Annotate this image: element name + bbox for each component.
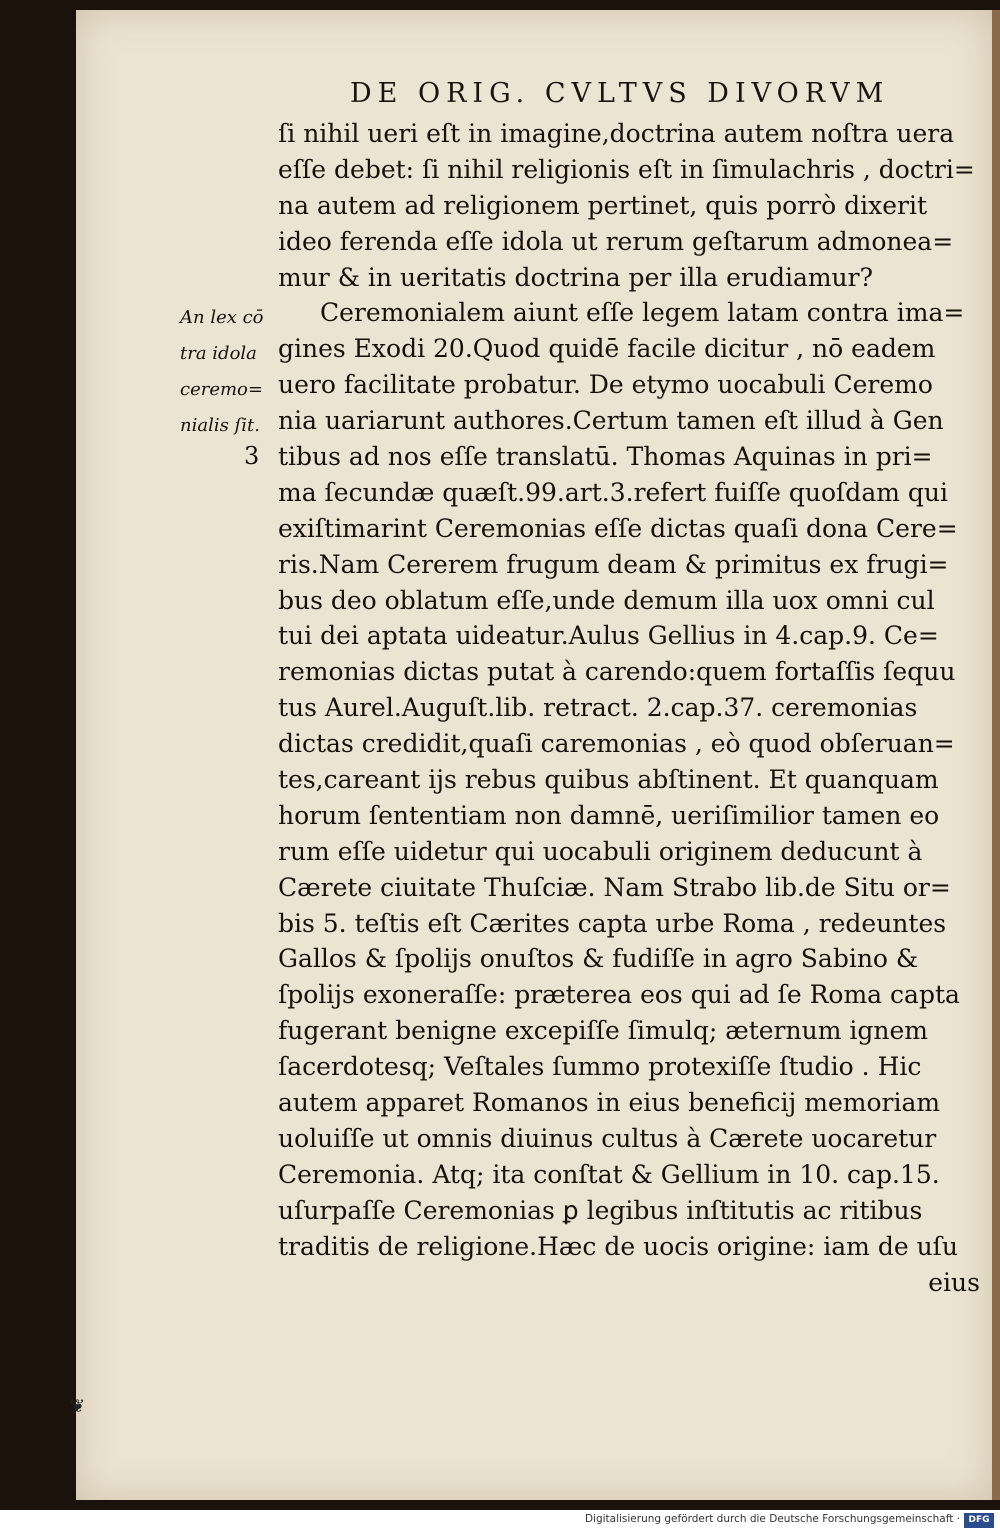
text-line: tes,careant ijs rebus quibus abſtinent. Et quanquam: [278, 765, 939, 795]
text-line: uoluiſſe ut omnis diuinus cultus à Cærete uocaretur: [278, 1123, 937, 1153]
text-line: exiſtimarint Ceremonias eſſe dictas quaſi dona Cere=: [278, 513, 958, 543]
text-line: bus deo oblatum eſſe,unde demum illa uox omni cul: [278, 585, 935, 615]
text-line: fugerant benigne excepiſſe ſimulq; æternum ignem: [278, 1016, 928, 1046]
text-line: ſpolijs exoneraſſe: præterea eos qui ad ſe Roma capta: [278, 980, 960, 1010]
text-line: Ceremonialem aiunt eſſe legem latam contra ima=: [320, 298, 965, 328]
text-line: tus Aurel.Auguſt.lib. retract. 2.cap.37. ceremonias: [278, 693, 918, 723]
text-line: ma ſecundæ quæſt.99.art.3.refert fuiſſe quoſdam qui: [278, 477, 948, 507]
text-line: uero facilitate probatur. De etymo uocabuli Ceremo: [278, 370, 933, 400]
text-line: nia uariarunt authores.Certum tamen eſt illud à Gen: [278, 406, 944, 436]
text-line: autem apparet Romanos in eius beneficij memoriam: [278, 1088, 941, 1118]
marginal-number: 3: [244, 442, 260, 470]
text-line: eſſe debet: ſi nihil religionis eſt in ſimulachris , doctri=: [278, 154, 975, 184]
text-line: dictas credidit,quaſi caremonias , eò quod obſeruan=: [278, 729, 955, 759]
text-line: ſacerdotesq; Veſtales ſummo protexiſſe ſtudio . Hic: [278, 1052, 922, 1082]
marginal-note-line: tra idola: [180, 342, 257, 364]
text-line: Cærete ciuitate Thuſciæ. Nam Strabo lib.de Situ or=: [278, 872, 951, 902]
text-line: uſurpaſſe Ceremonias ꝑ legibus inſtitutis ac ritibus: [278, 1195, 923, 1225]
text-line: horum ſententiam non damnē, ueriſimilior tamen eo: [278, 800, 940, 830]
body-text: [278, 116, 986, 1300]
dfg-logo-icon: DFG: [964, 1513, 994, 1528]
footer-bar: [0, 1510, 1000, 1532]
text-line: rum eſſe uidetur qui uocabuli originem deducunt à: [278, 836, 923, 866]
catchword: eius: [928, 1267, 980, 1297]
footer-credit: Digitalisierung gefördert durch die Deutsche Forschungsgemeinschaft ·: [584, 1513, 960, 1525]
text-line: na autem ad religionem pertinet, quis porrò dixerit: [278, 190, 927, 220]
text-line: ſi nihil ueri eſt in imagine,doctrina autem noſtra uera: [278, 119, 955, 148]
running-head: DE ORIG. CVLTVS DIVORVM: [350, 78, 890, 109]
text-line: mur & in ueritatis doctrina per illa erudiamur?: [278, 262, 874, 292]
marginal-note: [180, 300, 276, 444]
marginal-note-line: ceremo=: [180, 378, 263, 400]
text-line: ris.Nam Cererem frugum deam & primitus ex frugi=: [278, 549, 949, 579]
marginal-note-line: An lex cō: [180, 307, 264, 328]
ink-blot-icon: ❦: [70, 1396, 86, 1417]
marginal-note-line: nialis ſit.: [180, 414, 260, 436]
text-line: tibus ad nos eſſe translatū. Thomas Aquinas in pri=: [278, 442, 933, 472]
text-line: ideo ferenda eſſe idola ut rerum geſtarum admonea=: [278, 226, 954, 256]
text-line: bis 5. teſtis eſt Cærites capta urbe Roma , redeuntes: [278, 908, 947, 938]
text-line: Gallos & ſpolijs onuſtos & fudiſſe in agro Sabino &: [278, 944, 919, 974]
text-line: Ceremonia. Atq; ita conſtat & Gellium in 10. cap.15.: [278, 1159, 940, 1189]
text-line: traditis de religione.Hæc de uocis origine: iam de uſu: [278, 1231, 959, 1261]
text-line: remonias dictas putat à carendo:quem fortaſſis ſequu: [278, 657, 956, 687]
text-line: gines Exodi 20.Quod quidē facile dicitur , nō eadem: [278, 334, 936, 364]
text-line: tui dei aptata uideatur.Aulus Gellius in 4.cap.9. Ce=: [278, 621, 939, 651]
page-edge: [992, 10, 1000, 1500]
